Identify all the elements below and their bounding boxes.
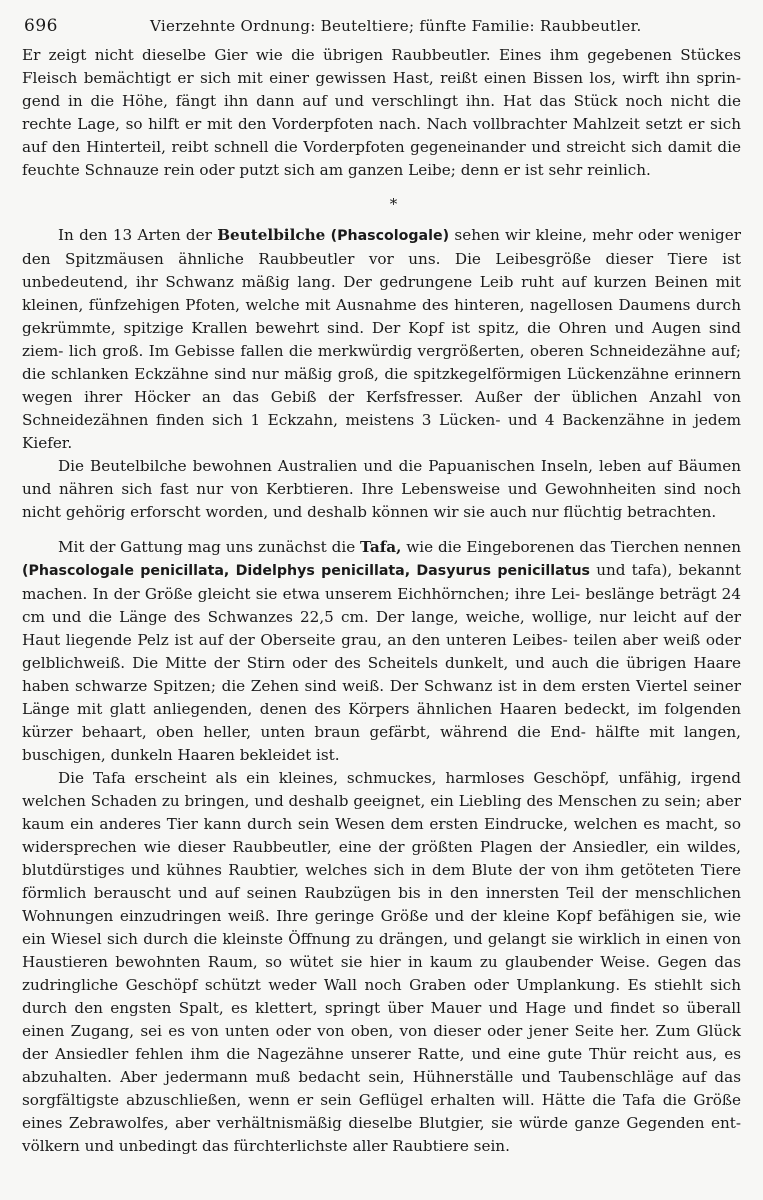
p4-text-a: Mit der Gattung mag uns zunächst die (58, 538, 356, 556)
paragraph-5: Die Tafa erscheint als ein kleines, schmuckes, harmloses Geschöpf, unfähig, irgend welchen Schaden zu bringen, und deshalb geeignet, ein Liebling des Menschen zu sein; aber kaum ein anderes Tier kann durch sein Wesen dem ersten Eindrucke, welchen es macht, so widersprechen wie dieser Raubbeutler, eine der größten Plagen der Ansiedler, ein wildes, blutdürstiges und kühnes Raubtier, welches sich in dem Blute der von ihm getöteten Tiere förmlich berauscht und auf seinen Raubzügen bis in den innersten Teil der menschlichen Wohnungen einzudringen weiß. Ihre geringe Größe und der kleine Kopf befähigen sie, wie ein Wiesel sich durch die kleinste Öffnung zu drängen, und gelangt sie wirklich in einen von Haustieren bewohnten Raum, so wütet sie hier in kaum zu glaubender Weise. Gegen das zudringliche Geschöpf schützt weder Wall noch Graben oder Umplankung. Es stiehlt sich durch den engsten Spalt, es klettert, springt über Mauer und Hage und findet so überall einen Zugang, sei es von unten oder von oben, von dieser oder jener Seite her. Zum Glück der Ansiedler fehlen ihm die Nagezähne unserer Ratte, und eine gute Thür reicht aus, es abzuhalten. Aber jedermann muß bedacht sein, Hühnerställe und Taubenschläge auf das sorgfältigste abzuschließen, wenn er sein Geflügel erhalten will. Hätte die Tafa die Größe eines Zebrawolfes, aber verhältnismäßig dieselbe Blutgier, sie würde ganze Gegenden ent- völkern und unbedingt das fürchterlichste aller Raubtiere sein. (22, 769, 741, 1155)
p4-term-tafa: Tafa, (360, 538, 402, 556)
paragraph-1: Er zeigt nicht dieselbe Gier wie die übrigen Raubbeutler. Eines ihm gegebenen Stückes Fleisch bemächtigt er sich mit einer gewissen Hast, reißt einen Bissen los, wirft ihn sprin- gend in die Höhe, fängt ihn dann auf und verschlingt ihn. Hat das Stück noch nicht die rechte Lage, so hilft er mit den Vorderpfoten nach. Nach vollbrachter Mahlzeit setzt er sich auf den Hinterteil, reibt schnell die Vorderpfoten gegeneinander und streicht sich damit die feuchte Schnauze rein oder putzt sich am ganzen Leibe; denn er ist sehr reinlich. (22, 46, 741, 179)
paragraph-4 (22, 536, 741, 767)
p2-text-a: In den 13 Arten der (58, 226, 212, 244)
page-number: 696 (24, 16, 58, 36)
p2-latin-name: (Phascologale) (330, 228, 450, 244)
p4-text-e: und tafa), bekannt machen. In der Größe gleicht sie etwa unserem Eichhörnchen; ihre Lei- beslänge beträgt 24 cm und die Länge des Schwanzes 22,5 cm. Der lange, weiche, wollige, nur leicht auf der Haut liegende Pelz ist auf der Oberseite grau, an den unteren Leibes- teilen aber weiß oder gelblichweiß. Die Mitte der Stirn oder des Scheitels dunkelt, und auch die übrigen Haare haben schwarze Spitzen; die Zehen sind weiß. Der Schwanz ist in dem ersten Viertel seiner Länge mit glatt anliegenden, denen des Körpers ähnlichen Haaren bedeckt, im folgenden kürzer behaart, oben heller, unten braun gefärbt, während die End- hälfte mit langen, buschigen, dunkeln Haaren bekleidet ist. (22, 561, 742, 764)
p4-latin-names: (Phascologale penicillata, Didelphys penicillata, Dasyurus penicillatus (22, 563, 591, 579)
section-separator: * (389, 195, 398, 213)
running-title: Vierzehnte Ordnung: Beuteltiere; fünfte Familie: Raubbeutler. (150, 17, 642, 35)
p2-term-beutelbilche: Beutelbilche (217, 226, 326, 244)
paragraph-gap (22, 524, 741, 536)
p2-text-d: sehen wir kleine, mehr oder weniger den Spitzmäusen ähnliche Raubbeutler vor uns. Die Leibesgröße dieser Tiere ist unbedeutend, ihr Schwanz mäßig lang. Der gedrungene Leib ruht auf kurzen Beinen mit kleinen, fünfzehigen Pfoten, welche mit Ausnahme des hinteren, nagellosen Daumens durch gekrümmte, spitzige Krallen bewehrt sind. Der Kopf ist spitz, die Ohren und Augen sind ziem- lich groß. Im Gebisse fallen die merkwürdig vergrößerten, oberen Schneidezähne auf; die schlanken Eckzähne sind nur mäßig groß, die spitzkegelförmigen Lückenzähne erinnern wegen ihrer Höcker an das Gebiß der Kerfsfresser. Außer der üblichen Anzahl von Schneidezähnen finden sich 1 Eckzahn, meistens 3 Lücken- und 4 Backenzähne in jedem Kiefer. (22, 226, 742, 452)
paragraph-3: Die Beutelbilche bewohnen Australien und die Papuanischen Inseln, leben auf Bäumen und nähren sich fast nur von Kerbtieren. Ihre Lebensweise und Gewohnheiten sind noch nicht gehörig erforscht worden, und deshalb können wir sie auch nur flüchtig betrachten. (22, 457, 741, 521)
p4-text-c: wie die Eingeborenen das Tierchen nennen (406, 538, 742, 556)
paragraph-2 (22, 224, 741, 455)
running-head (22, 14, 741, 44)
